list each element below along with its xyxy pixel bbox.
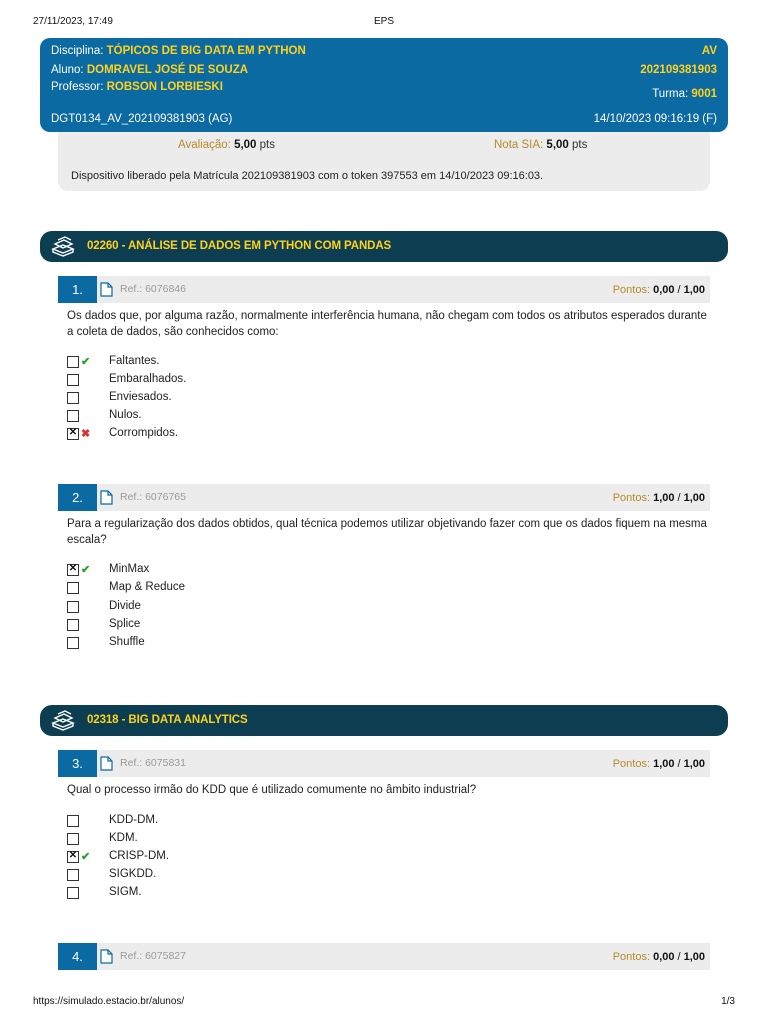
option-item (67, 563, 367, 579)
question-header (58, 484, 710, 511)
option-item (67, 814, 367, 830)
option-checkbox[interactable] (67, 410, 79, 422)
nota-sia-label: Nota SIA: (494, 139, 544, 151)
option-checkbox[interactable] (67, 619, 79, 631)
aluno-label: Aluno: (51, 64, 84, 76)
question-ref: Ref.: 6076846 (120, 283, 186, 295)
points-label: Pontos: (612, 492, 651, 504)
option-checkbox[interactable] (67, 815, 79, 827)
points-max: 1,00 (683, 284, 705, 296)
option-label: Splice (109, 618, 141, 630)
grade-summary (58, 132, 710, 191)
option-checkbox[interactable] (67, 428, 79, 440)
option-item (67, 636, 367, 652)
device-release-note: Dispositivo liberado pela Matrícula 202109381903 com o token 397553 em 14/10/2023 09:16:03. (71, 170, 544, 182)
points-max: 1,00 (683, 758, 705, 770)
points-score: 1,00 (653, 492, 675, 504)
print-url: https://simulado.estacio.br/alunos/ (33, 996, 185, 1007)
points-max: 1,00 (683, 492, 705, 504)
option-label: KDD-DM. (109, 814, 159, 826)
option-item (67, 618, 367, 634)
document-icon[interactable] (100, 949, 113, 964)
question-ref: Ref.: 6075831 (120, 757, 186, 769)
question-ref: Ref.: 6076765 (120, 491, 186, 503)
option-checkbox[interactable] (67, 356, 79, 368)
option-checkbox[interactable] (67, 851, 79, 863)
turma-label: Turma: (652, 88, 689, 100)
question-header (58, 276, 710, 303)
nota-sia-value: 5,00 (546, 139, 569, 151)
option-checkbox[interactable] (67, 601, 79, 613)
option-checkbox[interactable] (67, 582, 79, 594)
document-icon[interactable] (100, 282, 113, 297)
option-item (67, 600, 367, 616)
option-label: SIGM. (109, 886, 142, 898)
question-header (58, 750, 710, 777)
option-checkbox[interactable] (67, 833, 79, 845)
print-datetime: 27/11/2023, 17:49 (33, 16, 113, 27)
option-checkbox[interactable] (67, 869, 79, 881)
avaliacao-value: 5,00 (234, 139, 257, 151)
option-label: Map & Reduce (109, 581, 186, 593)
document-icon[interactable] (100, 756, 113, 771)
option-item (67, 391, 367, 407)
professor-row (51, 81, 223, 93)
correct-check-icon: ✔ (81, 564, 91, 576)
exam-info-card (40, 38, 728, 132)
exam-datetime-value: 14/10/2023 09:16:19 (F) (593, 113, 717, 125)
nota-sia-score (494, 139, 587, 151)
option-item (67, 409, 367, 425)
section-bar (40, 231, 728, 262)
option-item (67, 832, 367, 848)
section-title: 02318 - BIG DATA ANALYTICS (87, 714, 248, 726)
option-item (67, 427, 367, 443)
wrong-x-icon: ✖ (81, 428, 91, 440)
points-max: 1,00 (683, 951, 705, 963)
option-checkbox[interactable] (67, 392, 79, 404)
option-label: CRISP-DM. (109, 850, 170, 862)
exam-code-value: DGT0134_AV_202109381903 (AG) (51, 113, 233, 125)
question-number: 4. (58, 943, 97, 970)
option-checkbox[interactable] (67, 374, 79, 386)
print-footer (33, 996, 735, 1010)
avaliacao-label: Avaliação: (178, 139, 231, 151)
correct-check-icon: ✔ (81, 851, 91, 863)
document-icon[interactable] (100, 490, 113, 505)
books-icon (50, 710, 76, 731)
option-item (67, 886, 367, 902)
question-header (58, 943, 710, 970)
option-label: Enviesados. (109, 391, 172, 403)
option-label: Faltantes. (109, 355, 160, 367)
exam-type-value: AV (701, 45, 717, 57)
nota-sia-unit: pts (572, 139, 588, 151)
print-page-number: 1/3 (721, 996, 735, 1007)
option-label: Embaralhados. (109, 373, 187, 385)
question-points: Pontos: 1,00 / 1,00 (612, 758, 705, 770)
question-text: Para a regularização dos dados obtidos, qual técnica podemos utilizar objetivando fazer com que os dados fiquem na mesma escala? (67, 518, 707, 546)
turma-value: 9001 (691, 88, 717, 100)
exam-datetime (594, 113, 717, 125)
disciplina-row (51, 45, 306, 57)
option-checkbox[interactable] (67, 887, 79, 899)
points-label: Pontos: (612, 758, 651, 770)
aluno-value: DOMRAVEL JOSÉ DE SOUZA (86, 64, 249, 76)
professor-value: ROBSON LORBIESKI (106, 81, 223, 93)
correct-check-icon: ✔ (81, 356, 91, 368)
avaliacao-unit: pts (259, 139, 275, 151)
matricula (640, 64, 717, 76)
matricula-value: 202109381903 (640, 64, 717, 76)
disciplina-label: Disciplina: (51, 45, 104, 57)
print-title: EPS (373, 16, 394, 27)
option-label: Corrompidos. (109, 427, 179, 439)
turma-row (652, 88, 717, 100)
section-title: 02260 - ANÁLISE DE DADOS EM PYTHON COM PANDAS (87, 240, 392, 252)
option-item (67, 581, 367, 597)
books-icon (50, 236, 76, 257)
option-label: KDM. (109, 832, 138, 844)
question-number: 2. (58, 484, 97, 511)
option-label: Nulos. (109, 409, 142, 421)
aluno-row (51, 64, 248, 76)
question-ref: Ref.: 6075827 (120, 950, 186, 962)
option-label: Shuffle (109, 636, 145, 648)
exam-code (51, 113, 232, 125)
question-number: 1. (58, 276, 97, 303)
option-label: SIGKDD. (109, 868, 157, 880)
option-item (67, 355, 367, 371)
option-item (67, 373, 367, 389)
question-text: Os dados que, por alguma razão, normalmente interferência humana, não chegam com todos os atributos esperados durante a coleta de dados, são conhecidos como: (67, 310, 707, 338)
points-label: Pontos: (612, 284, 651, 296)
print-header (33, 16, 735, 30)
option-label: Divide (109, 600, 141, 612)
question-points: Pontos: 1,00 / 1,00 (612, 492, 705, 504)
section-bar (40, 705, 728, 736)
question-points: Pontos: 0,00 / 1,00 (612, 951, 705, 963)
points-score: 0,00 (653, 951, 675, 963)
points-label: Pontos: (612, 951, 651, 963)
professor-label: Professor: (51, 81, 104, 93)
exam-type (702, 45, 717, 57)
question-points: Pontos: 0,00 / 1,00 (612, 284, 705, 296)
option-checkbox[interactable] (67, 564, 79, 576)
question-text: Qual o processo irmão do KDD que é utilizado comumente no âmbito industrial? (67, 784, 477, 796)
question-number: 3. (58, 750, 97, 777)
disciplina-value: TÓPICOS DE BIG DATA EM PYTHON (106, 45, 306, 57)
points-score: 0,00 (653, 284, 675, 296)
points-score: 1,00 (653, 758, 675, 770)
avaliacao-score (178, 139, 275, 151)
option-checkbox[interactable] (67, 637, 79, 649)
option-item (67, 868, 367, 884)
option-item (67, 850, 367, 866)
option-label: MinMax (109, 563, 150, 575)
